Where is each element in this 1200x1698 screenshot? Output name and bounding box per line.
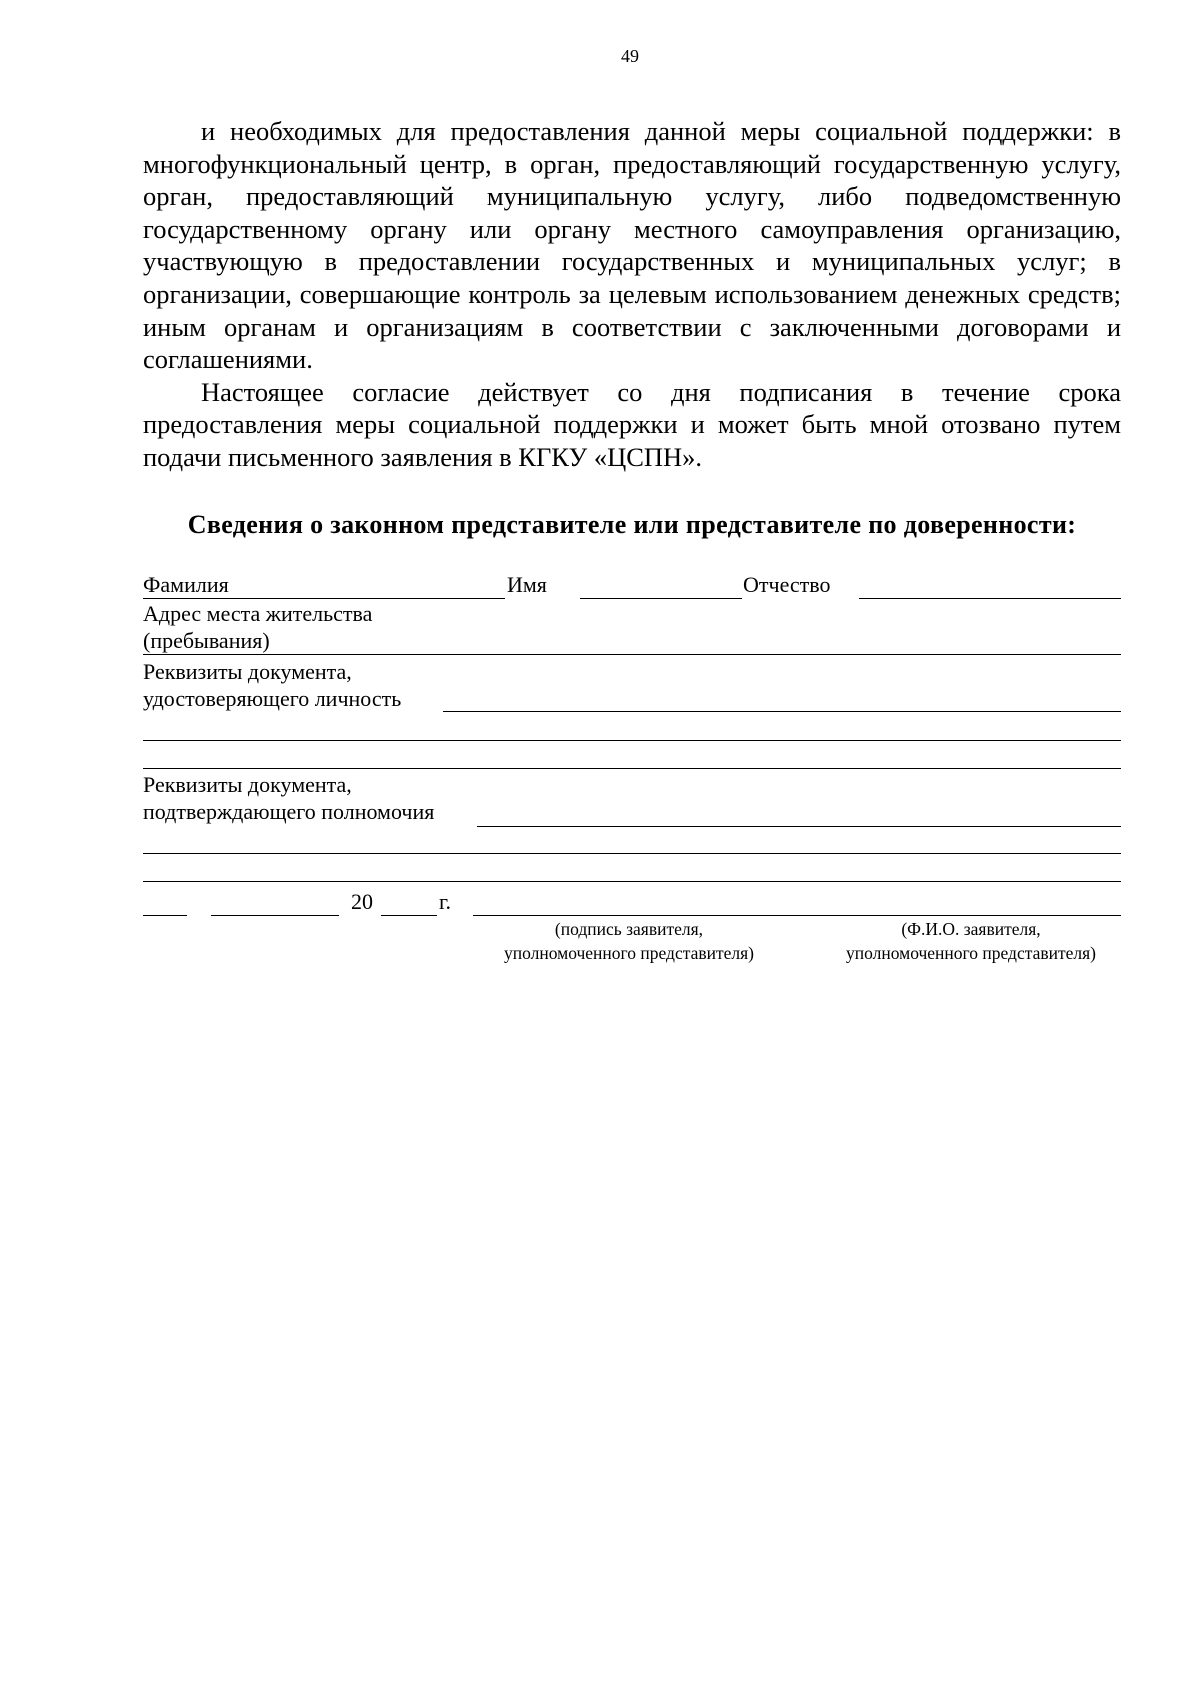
id-document-field[interactable] bbox=[443, 711, 1121, 712]
name-label: Имя bbox=[507, 572, 547, 597]
authority-document-field[interactable] bbox=[477, 826, 1121, 827]
authority-document-field-line2[interactable] bbox=[143, 853, 1121, 854]
authority-document-field-line3[interactable] bbox=[143, 881, 1121, 882]
consent-text bbox=[143, 115, 1121, 474]
id-document-label-line1: Реквизиты документа, bbox=[143, 659, 352, 684]
address-field[interactable] bbox=[143, 654, 1121, 655]
date-day-field[interactable] bbox=[143, 915, 187, 916]
surname-label: Фамилия bbox=[143, 572, 229, 597]
id-document-label-line2: удостоверяющего личность bbox=[143, 686, 402, 711]
date-year-field[interactable] bbox=[381, 915, 437, 916]
signature-caption: (подпись заявителя, уполномоченного представителя) bbox=[503, 919, 755, 963]
date-month-field[interactable] bbox=[211, 915, 339, 916]
id-document-field-line2[interactable] bbox=[143, 740, 1121, 741]
surname-field[interactable] bbox=[143, 598, 505, 599]
representative-section-title: Сведения о законном представителе или представителе по доверенности: bbox=[187, 510, 1077, 539]
patronymic-field[interactable] bbox=[859, 598, 1121, 599]
year-prefix: 20 bbox=[351, 889, 373, 914]
address-label-line2: (пребывания) bbox=[143, 628, 270, 653]
consent-paragraph-recipients: и необходимых для предоставления данной меры социальной поддержки: в многофункциональный центр, в орган, предоставляющий государственную услугу, орган, предоставляющий муниципальную услугу, либо подведомственную государственному органу или органу местного самоуправления организацию, участвующую в предоставлении государственных и муниципальных услуг; в организации, совершающие контроль за целевым использованием денежных средств; иным органам и организациям в соответствии с заключенными договорами и соглашениями. bbox=[143, 116, 1121, 375]
fio-caption: (Ф.И.О. заявителя, уполномоченного представителя) bbox=[845, 919, 1097, 963]
signature-fio-field[interactable] bbox=[473, 915, 1121, 916]
patronymic-label: Отчество bbox=[743, 572, 831, 597]
address-label-line1: Адрес места жительства bbox=[143, 601, 373, 626]
representative-form bbox=[143, 565, 1121, 985]
authority-document-label-line1: Реквизиты документа, bbox=[143, 772, 352, 797]
id-document-field-line3[interactable] bbox=[143, 768, 1121, 769]
year-suffix: г. bbox=[439, 889, 452, 914]
page-number: 49 bbox=[621, 46, 639, 66]
consent-paragraph-validity: Настоящее согласие действует со дня подписания в течение срока предоставления меры социальной поддержки и может быть мной отозвано путем подачи письменного заявления в КГКУ «ЦСПН». bbox=[143, 376, 1121, 472]
authority-document-label-line2: подтверждающего полномочия bbox=[143, 799, 435, 824]
name-field[interactable] bbox=[580, 598, 742, 599]
